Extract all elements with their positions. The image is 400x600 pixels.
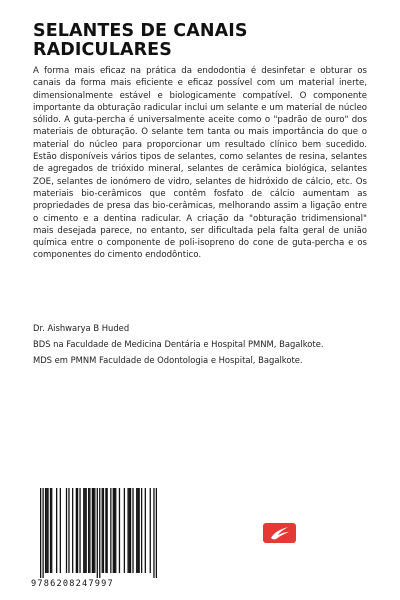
book-title-line-1: SELANTES DE CANAIS <box>33 21 248 41</box>
barcode-bar <box>42 488 43 578</box>
barcode-bar <box>92 488 93 573</box>
barcode-bar <box>150 488 151 573</box>
barcode-bar <box>156 488 157 578</box>
barcode-bar <box>110 488 111 573</box>
barcode-bar <box>50 488 51 573</box>
barcode-bar <box>153 488 154 578</box>
barcode-bar <box>72 488 73 573</box>
barcode-bar <box>145 488 146 573</box>
barcode-bar <box>86 488 87 573</box>
author-credential-2: MDS em PMNM Faculdade de Odontologia e Hospital, Bagalkote. <box>33 355 303 365</box>
author-block <box>33 322 373 371</box>
barcode-bar <box>119 488 120 573</box>
barcode-bar <box>84 488 85 573</box>
barcode-bar <box>137 488 138 573</box>
barcode-bar <box>51 488 52 573</box>
barcode-bar <box>88 488 89 573</box>
barcode-bar <box>68 488 69 573</box>
barcode-bar <box>103 488 104 573</box>
barcode-bar <box>56 488 57 573</box>
book-title-line-2: RADICULARES <box>33 40 172 60</box>
barcode-bar <box>132 488 133 573</box>
barcode-bar <box>66 488 67 573</box>
barcode-bar <box>130 488 131 573</box>
barcode-bars-icon <box>31 488 157 578</box>
barcode-bar <box>127 488 128 573</box>
barcode-bar <box>45 488 46 573</box>
barcode-bar <box>89 488 90 573</box>
barcode-bar <box>129 488 130 573</box>
author-name: Dr. Aishwarya B Huded <box>33 323 130 333</box>
barcode-bar <box>40 488 41 578</box>
publisher-logo <box>263 523 296 543</box>
barcode-bar <box>76 488 77 573</box>
barcode-bar <box>113 488 114 573</box>
barcode-bar <box>94 488 95 573</box>
barcode-bar <box>107 488 108 573</box>
book-title <box>33 22 373 60</box>
barcode-bar <box>97 488 98 578</box>
barcode-bar <box>139 488 140 573</box>
barcode-bar <box>46 488 47 573</box>
barcode-bar <box>114 488 115 573</box>
barcode-bar <box>102 488 103 573</box>
barcode-bar <box>105 488 106 573</box>
author-credential-1: BDS na Faculdade de Medicina Dentária e Hospital PMNM, Bagalkote. <box>33 338 324 349</box>
book-description: A forma mais eficaz na prática da endodontia é desinfetar e obturar os canais da forma mais eficiente e eficaz possível com um material inerte, dimensionalmente estável e biologicamente compatível. O componente importante da obturação radicular inclui um selante e um material de núcleo sólido. A guta-percha é universalmente aceite como o "padrão de ouro" dos materiais de obturação. O selante tem tanta ou mais importância do que o material do núcleo para proporcionar um resultado clínico bem sucedido. Estão disponíveis vários tipos de selantes, como selantes de resina, selantes de agregados de trióxido mineral, selantes de cerâmica biológica, selantes ZOE, selantes de ionómero de vidro, selantes de hidróxido de cálcio, etc. Os materiais bio-cerâmicos que contêm fosfato de cálcio aumentam as propriedades de presa das bio-cerâmicas, melhorando assim a ligação entre o cimento e a dentina radicular. A criação da "obturação tridimensional" mais desejada parece, no entanto, ser dificultada pela falta geral de união química entre o componente de poli-isopreno do cone de guta-percha e os componentes do cimento endodôntico. <box>33 66 367 261</box>
barcode-bar <box>79 488 80 573</box>
barcode-bar <box>141 488 142 573</box>
barcode-bar <box>115 488 116 573</box>
barcode-bar <box>83 488 84 573</box>
barcode-bar <box>77 488 78 573</box>
barcode-bar <box>93 488 94 573</box>
barcode-bar <box>136 488 137 573</box>
barcode-bar <box>60 488 61 573</box>
barcode-bar <box>47 488 48 573</box>
isbn-number: 9786208247997 <box>31 579 114 589</box>
barcode-bar <box>99 488 100 578</box>
isbn-barcode <box>31 488 157 578</box>
publisher-bird-logo-icon <box>263 523 296 543</box>
barcode-bar <box>124 488 125 573</box>
